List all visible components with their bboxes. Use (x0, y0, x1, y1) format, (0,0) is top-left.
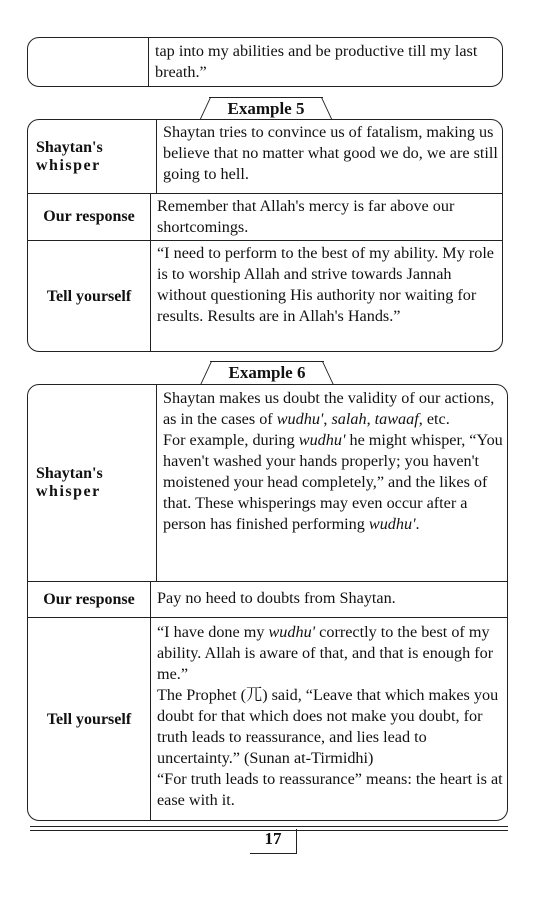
example5-response-text: Remember that Allah's mercy is far above our shortcomings. (157, 197, 455, 236)
example6-whisper-label-2: whisper (36, 483, 101, 500)
example6-whisper-row (28, 385, 507, 581)
example5-response-label: Our response (28, 194, 151, 240)
example5-whisper-label (28, 120, 157, 193)
example6-response-row (28, 581, 507, 617)
example6-tell-text: “I have done my wudhu' correctly to the best of my ability. Allah is aware of that, and that is enough for me.” The Prophet (⺎) said, “Leave that which makes you doubt for that which does not make you doubt, for truth leads to reassurance, and lies lead to uncertainty.” (Sunan at-Tirmidhi) “For truth leads to reassurance” means: the heart is at ease with it. (157, 623, 503, 809)
example5-whisper-label-1: Shaytan's (36, 138, 103, 156)
page-number: 17 (250, 829, 297, 854)
example6-title-tab (210, 361, 324, 384)
example6-title: Example 6 (228, 363, 306, 382)
example5-whisper-row (28, 120, 502, 193)
example5-tell-text: “I need to perform to the best of my ability. My role is to worship Allah and strive towards Jannah without questioning His authority nor waiting for results. Results are in Allah's Hands.” (157, 244, 494, 325)
example5-tell-row (28, 240, 502, 352)
example6-tell-row (28, 617, 507, 821)
top-table-label-cell (28, 38, 149, 86)
example6-response-label: Our response (28, 582, 151, 617)
top-table-text: tap into my abilities and be productive till my last breath.” (155, 42, 478, 81)
example5-tell-label: Tell yourself (28, 241, 151, 352)
example6-response-text: Pay no heed to doubts from Shaytan. (157, 589, 396, 607)
example5-response-row (28, 193, 502, 240)
example6-tell-label: Tell yourself (28, 618, 151, 821)
top-table (27, 37, 503, 87)
example6-whisper-label-1: Shaytan's (36, 465, 103, 482)
example5-title-tab (209, 97, 323, 120)
example6-whisper-text: Shaytan makes us doubt the validity of our actions, as in the cases of wudhu', salah, tawaaf, etc. For example, during wudhu' he might whisper, “You haven't washed your hands properly; you haven't moistened your head completely,” and the likes of that. These whisperings may even occur after a person has finished performing wudhu'. (163, 389, 503, 533)
example5-title: Example 5 (227, 99, 305, 118)
footer-rule (30, 826, 508, 827)
example5-whisper-label-2: whisper (36, 156, 101, 174)
example6-whisper-label (28, 385, 157, 581)
example5-whisper-text: Shaytan tries to convince us of fatalism, making us believe that no matter what good we do, we are still going to hell. (163, 123, 498, 183)
example6-table (27, 384, 508, 821)
example5-table (27, 119, 503, 352)
